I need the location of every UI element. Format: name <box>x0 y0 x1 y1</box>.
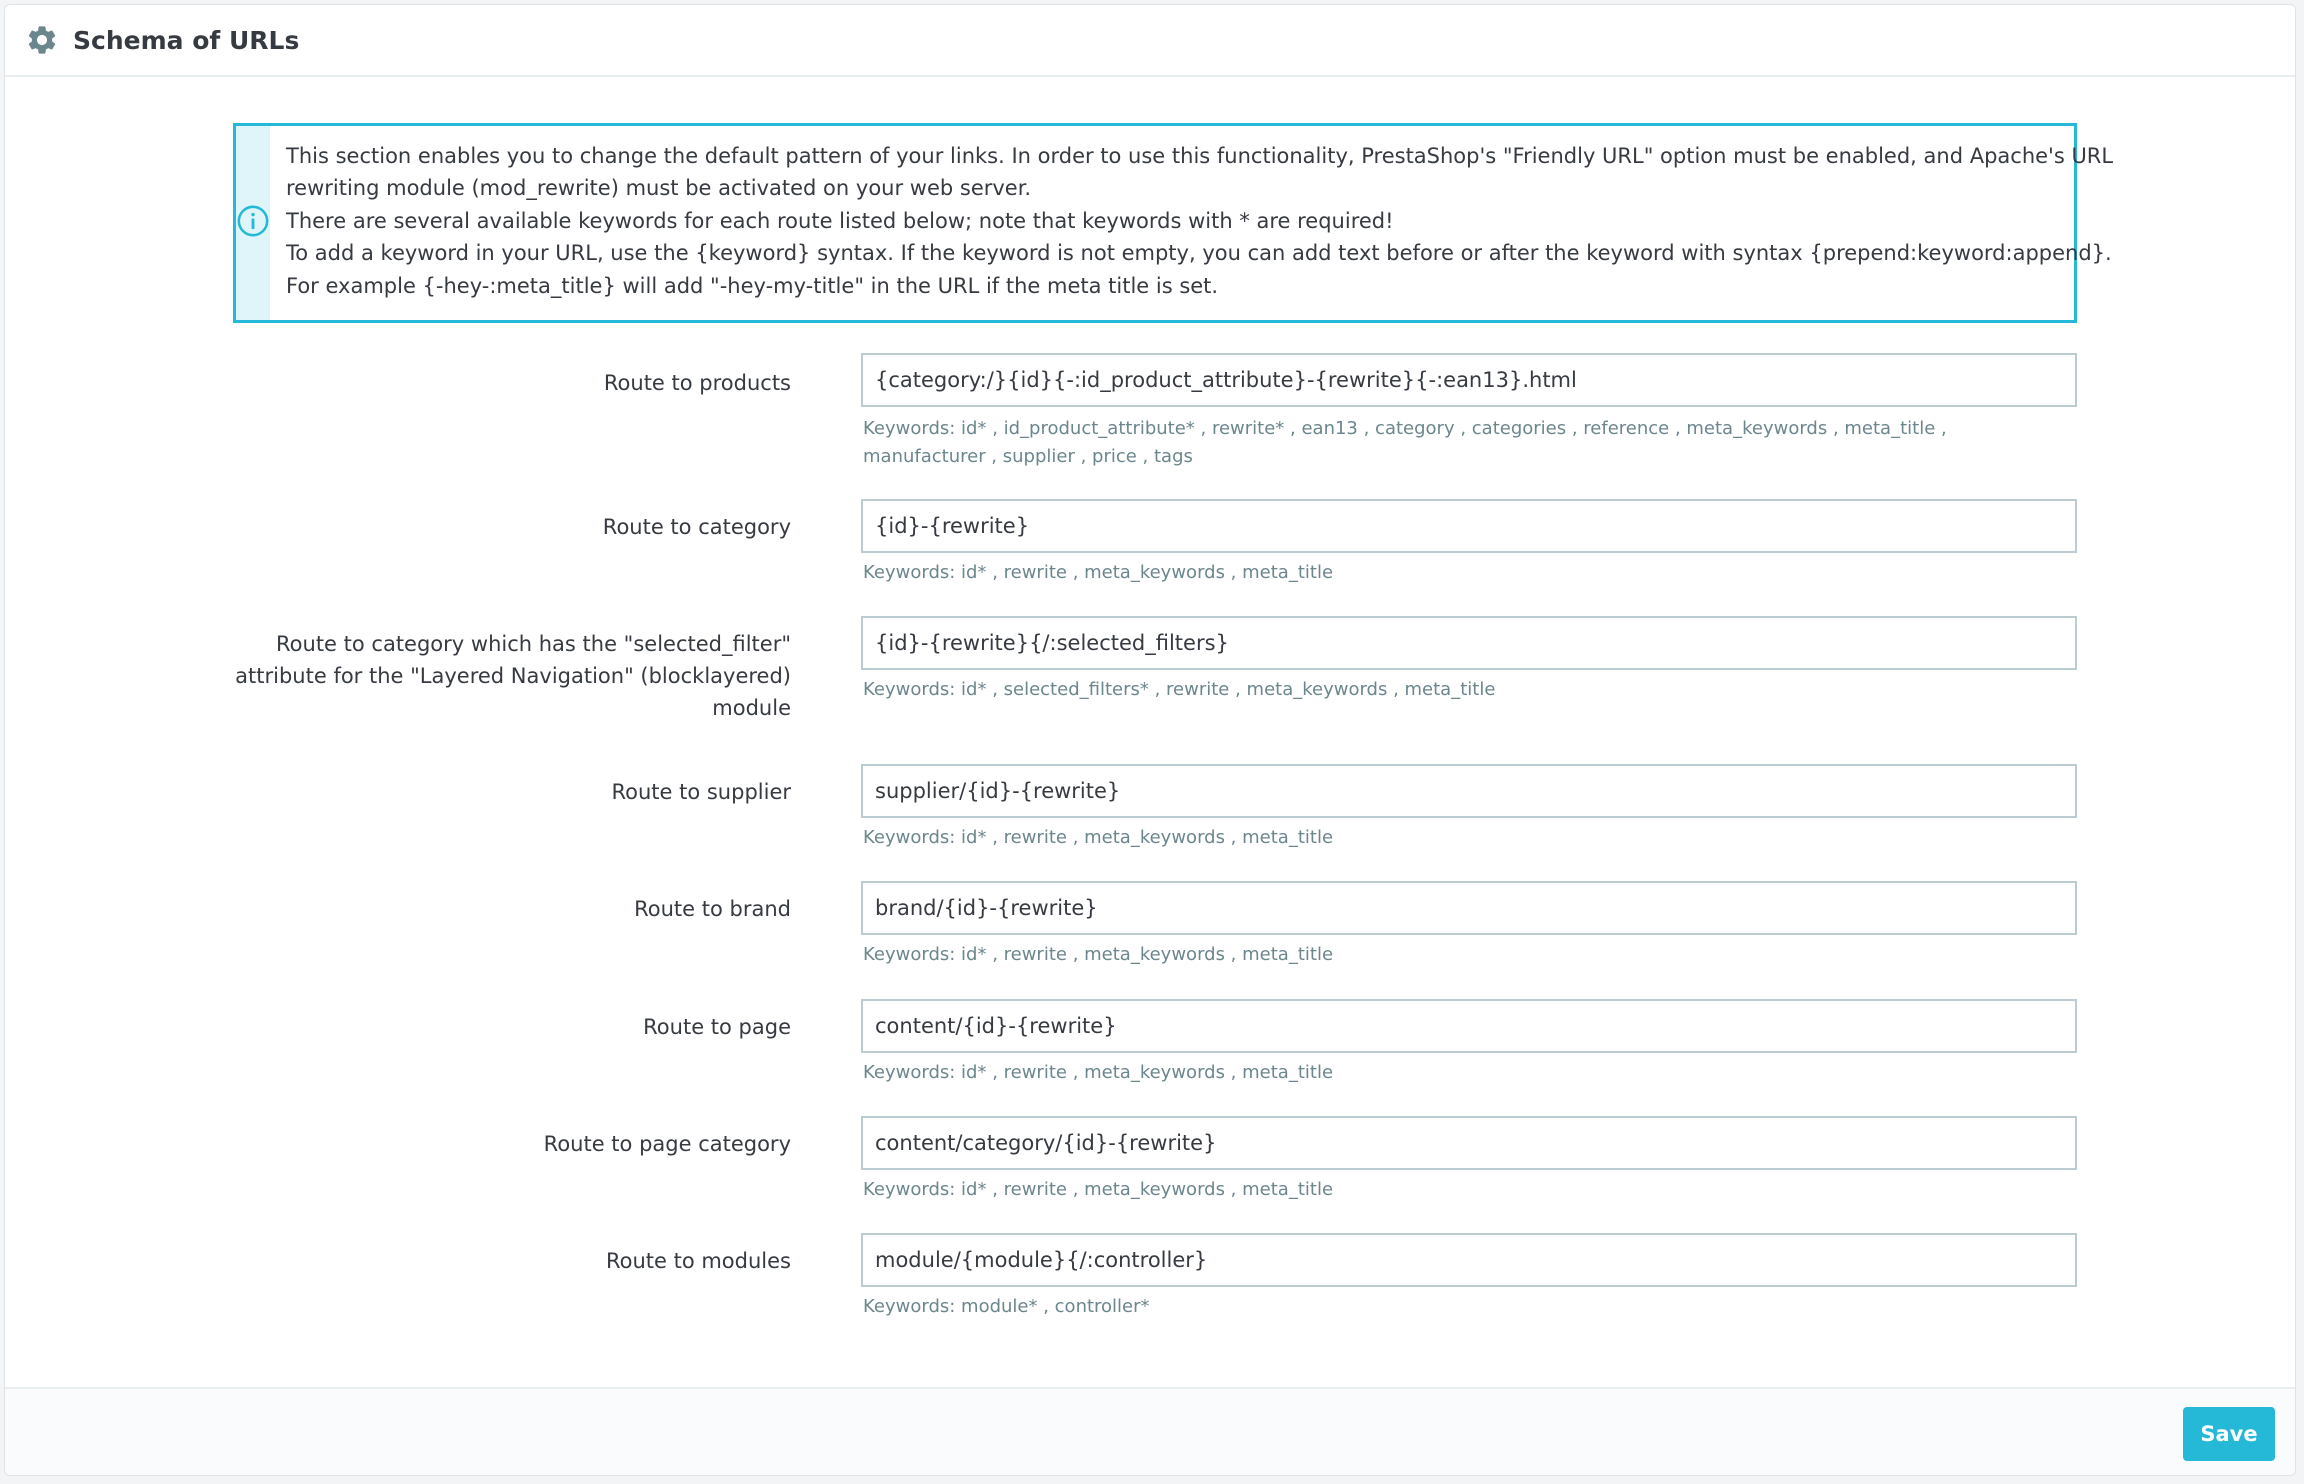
panel-header <box>5 5 2295 77</box>
panel-title: Schema of URLs <box>73 25 300 55</box>
gear-icon <box>25 23 59 57</box>
route-keywords-brand: Keywords: id* , rewrite , meta_keywords , meta_title <box>863 944 1334 965</box>
info-line: For example {-hey-:meta_title} will add "-hey-my-title" in the URL if the meta title is set. <box>286 273 1219 298</box>
route-input-supplier[interactable]: supplier/{id}-{rewrite} <box>861 764 2077 818</box>
info-icon <box>236 204 270 242</box>
info-line: There are several available keywords for each route listed below; note that keywords with * are required! <box>286 208 1394 233</box>
route-keywords-category-filter: Keywords: id* , selected_filters* , rewrite , meta_keywords , meta_title <box>863 679 1496 700</box>
schema-of-urls-panel <box>4 4 2296 1476</box>
route-label-page-category: Route to page category <box>543 1132 791 1156</box>
route-label-category-filter: Route to category which has the "selected_filter" attribute for the "Layered Navigation" (blocklayered) module <box>235 632 791 720</box>
route-label-products: Route to products <box>603 371 791 395</box>
info-text <box>270 126 2129 320</box>
route-keywords-supplier: Keywords: id* , rewrite , meta_keywords , meta_title <box>863 827 1334 848</box>
info-icon-column <box>236 126 270 320</box>
route-input-category[interactable]: {id}-{rewrite} <box>861 499 2077 553</box>
info-line: To add a keyword in your URL, use the {keyword} syntax. If the keyword is not empty, you can add text before or after the keyword with syntax {prepend:keyword:append}. <box>286 241 2112 266</box>
route-keywords-category: Keywords: id* , rewrite , meta_keywords , meta_title <box>863 562 1334 583</box>
route-input-modules[interactable]: module/{module}{/:controller} <box>861 1233 2077 1287</box>
route-input-products[interactable]: {category:/}{id}{-:id_product_attribute}-{rewrite}{-:ean13}.html <box>861 353 2077 407</box>
info-line: This section enables you to change the default pattern of your links. In order to use this functionality, PrestaShop's "Friendly URL" option must be enabled, and Apache's URL <box>286 144 2114 168</box>
info-line: rewriting module (mod_rewrite) must be activated on your web server. <box>286 176 1032 201</box>
route-keywords-modules: Keywords: module* , controller* <box>863 1296 1150 1317</box>
route-input-brand[interactable]: brand/{id}-{rewrite} <box>861 881 2077 935</box>
route-label-modules: Route to modules <box>605 1249 791 1273</box>
route-label-supplier: Route to supplier <box>611 780 791 804</box>
route-keywords-page-category: Keywords: id* , rewrite , meta_keywords , meta_title <box>863 1179 1334 1200</box>
route-input-category-filter[interactable]: {id}-{rewrite}{/:selected_filters} <box>861 616 2077 670</box>
route-input-page[interactable]: content/{id}-{rewrite} <box>861 999 2077 1053</box>
route-keywords-products: Keywords: id* , id_product_attribute* , rewrite* , ean13 , category , categories , reference , meta_keywords , meta_title , manufacturer , supplier , price , tags <box>863 418 1947 467</box>
route-keywords-page: Keywords: id* , rewrite , meta_keywords , meta_title <box>863 1062 1334 1083</box>
panel-footer <box>5 1387 2295 1475</box>
route-label-category: Route to category <box>602 515 791 539</box>
route-label-page: Route to page <box>643 1015 791 1039</box>
save-button[interactable]: Save <box>2183 1407 2275 1461</box>
route-input-page-category[interactable]: content/category/{id}-{rewrite} <box>861 1116 2077 1170</box>
route-label-brand: Route to brand <box>634 897 791 921</box>
info-alert <box>233 123 2114 323</box>
